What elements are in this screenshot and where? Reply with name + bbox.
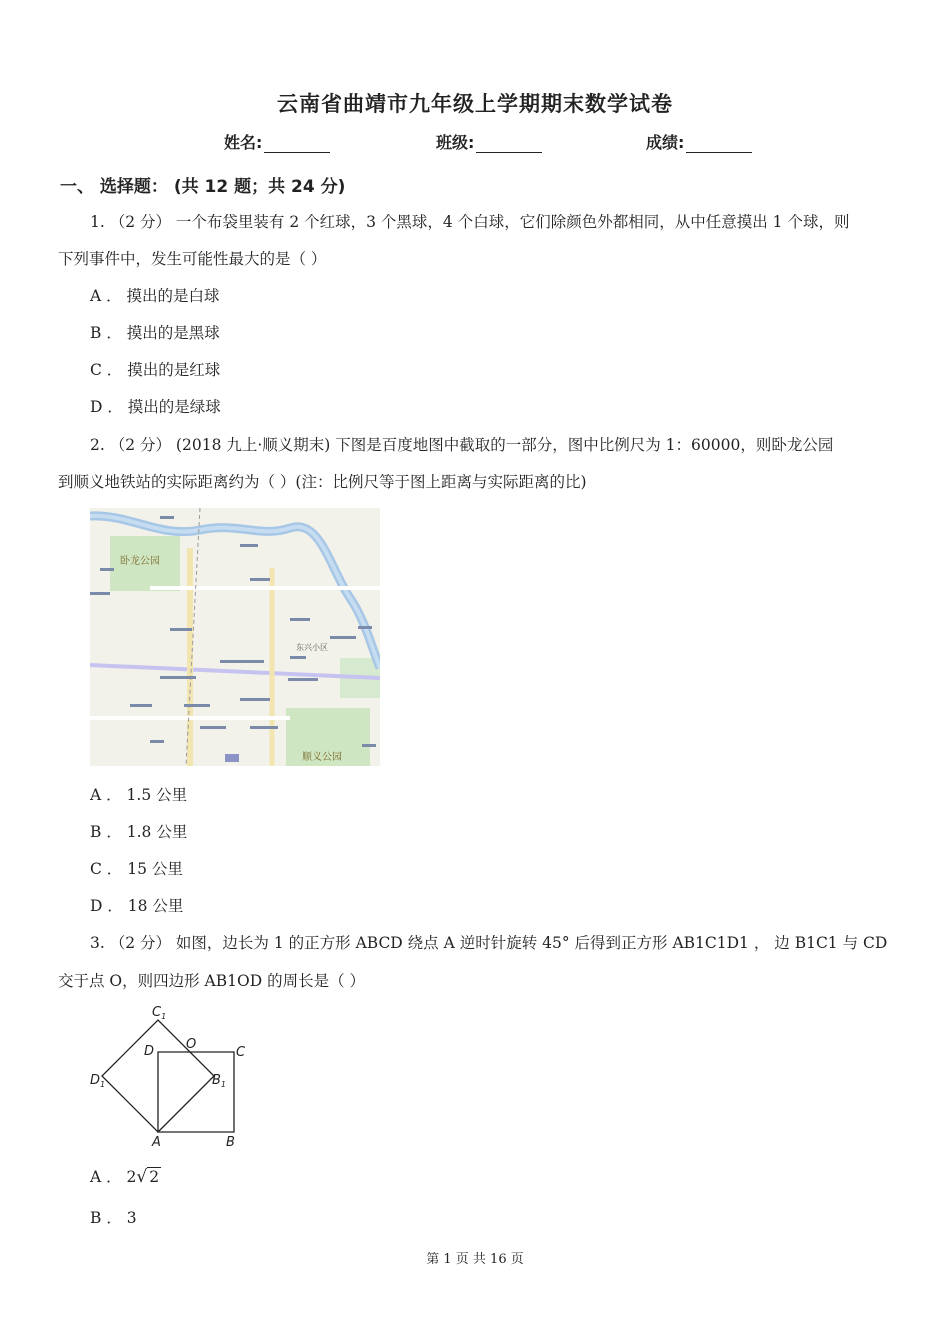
q3-stem-line1: 3. （2 分） 如图，边长为 1 的正方形 ABCD 绕点 A 逆时针旋转 45° 后得到正方形 AB1C1D1 ， 边 B1C1 与 CD [90,934,888,952]
page-title: 云南省曲靖市九年级上学期期末数学试卷 [277,92,673,116]
class-field [436,130,542,153]
page-footer: 第 1 页 共 16 页 [426,1252,524,1267]
square-rotation-figure [86,1000,256,1148]
q1-option-d: D ． 摸出的是绿球 [90,398,221,416]
label-d1: $D_1$ [90,1073,106,1089]
section-heading: 一、 选择题： (共 12 题；共 24 分) [60,177,346,197]
q3-option-a-radicand: 2 [149,1168,160,1186]
label-b: B [226,1135,235,1148]
q3-stem-line2: 交于点 O，则四边形 AB1OD 的周长是（ ） [58,972,365,990]
class-blank [476,134,542,153]
q2-option-b: B ． 1.8 公里 [90,823,188,841]
class-label: 班级: [436,133,475,152]
q1-option-c: C ． 摸出的是红球 [90,361,221,379]
map-label-park2: 顺义公园 [302,752,342,763]
q1-option-b: B ． 摸出的是黑球 [90,324,220,342]
name-field [224,130,330,153]
label-c: C [236,1045,246,1060]
q2-stem-line2: 到顺义地铁站的实际距离约为（ ）(注：比例尺等于图上距离与实际距离的比) [58,473,587,491]
q2-option-c: C ． 15 公里 [90,860,183,878]
sqrt-symbol: √ [136,1167,148,1187]
q3-option-a [90,1165,161,1187]
score-blank [686,134,752,153]
label-d: D [144,1044,155,1059]
q1-stem-line2: 下列事件中，发生可能性最大的是（ ） [58,250,327,268]
score-label: 成绩: [646,133,685,152]
name-label: 姓名: [224,133,263,152]
name-blank [264,134,330,153]
score-field [646,130,752,153]
q1-stem-line1: 1. （2 分） 一个布袋里装有 2 个红球，3 个黑球，4 个白球，它们除颜色外都相同，从中任意摸出 1 个球，则 [90,213,850,231]
q3-option-b: B ． 3 [90,1209,137,1227]
map-label-area: 东兴小区 [296,643,328,652]
map-label-park1: 卧龙公园 [120,556,160,567]
q1-option-a: A ． 摸出的是白球 [90,287,220,305]
q2-stem-line1: 2. （2 分） (2018 九上·顺义期末) 下图是百度地图中截取的一部分，图中比例尺为 1：60000，则卧龙公园 [90,436,834,454]
q3-option-a-prefix: A ． 2 [90,1168,137,1186]
map-image [90,508,380,766]
student-info-row [0,130,950,156]
q2-option-d: D ． 18 公里 [90,897,184,915]
label-a: A [152,1135,161,1148]
label-b1: $B_1$ [212,1073,227,1089]
q2-option-a: A ． 1.5 公里 [90,786,188,804]
label-o: O [186,1037,197,1052]
label-c1: $C_1$ [152,1005,167,1021]
